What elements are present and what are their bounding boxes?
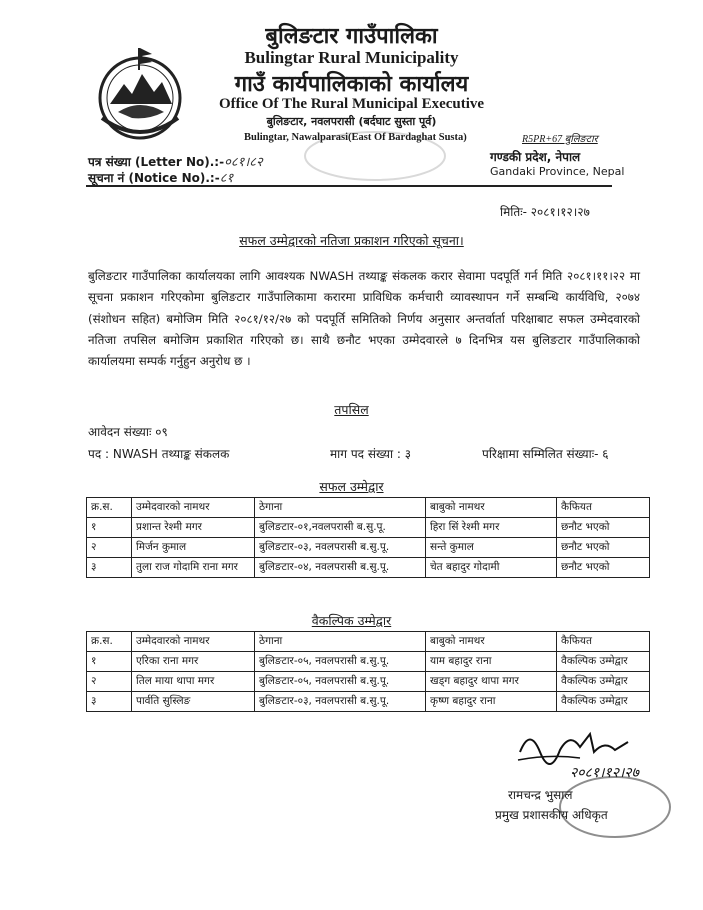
cell-name: तिल माया थापा मगर (132, 672, 255, 692)
cell-sn: २ (87, 538, 132, 558)
plus-code: R5PR+67 बुलिङटार (522, 134, 598, 145)
successful-table (86, 497, 650, 578)
cell-remarks: छनौट भएको (557, 558, 650, 578)
table-row (87, 518, 650, 538)
cell-sn: १ (87, 652, 132, 672)
cell-name: एरिका राना मगर (132, 652, 255, 672)
cell-remarks: वैकल्पिक उम्मेद्वार (557, 672, 650, 692)
cell-father: खड्ग बहादुर थापा मगर (426, 672, 557, 692)
province-np: गण्डकी प्रदेश, नेपाल (490, 150, 581, 164)
cell-address: बुलिङटार-०५, नवलपरासी ब.सु.पू. (255, 652, 426, 672)
table-header-row (87, 632, 650, 652)
cell-sn: ३ (87, 692, 132, 712)
cell-remarks: वैकल्पिक उम्मेद्वार (557, 652, 650, 672)
notice-date: मितिः- २०८१।१२।२७ (500, 205, 590, 219)
cell-name: तुला राज गोदामि राना मगर (132, 558, 255, 578)
cell-sn: २ (87, 672, 132, 692)
letter-number-value: ०८१।८२ (224, 155, 263, 170)
cell-name: मिर्जन कुमाल (132, 538, 255, 558)
cell-remarks: वैकल्पिक उम्मेद्वार (557, 692, 650, 712)
notice-number (88, 168, 233, 186)
cell-remarks: छनौट भएको (557, 518, 650, 538)
alternate-table-title: वैकल्पिक उम्मेद्वार (311, 613, 392, 628)
table-row (87, 672, 650, 692)
table-row (87, 692, 650, 712)
column-header-address: ठेगाना (255, 498, 426, 518)
cell-father: याम बहादुर राना (426, 652, 557, 672)
successful-table-title: सफल उम्मेद्वार (319, 479, 384, 494)
cell-name: प्रशान्त रेश्मी मगर (132, 518, 255, 538)
province-en: Gandaki Province, Nepal (490, 165, 625, 178)
signatory-title: प्रमुख प्रशासकीय अधिकृत (495, 808, 608, 822)
header-divider (86, 185, 612, 187)
application-count: आवेदन संख्याः ०९ (88, 425, 168, 439)
notice-number-value: ८१ (219, 171, 234, 186)
letter-number-label: पत्र संख्या (Letter No).:- (88, 155, 225, 169)
office-name-en: Office Of The Rural Municipal Executive (218, 96, 485, 112)
cell-father: सन्ते कुमाल (426, 538, 557, 558)
table-header-row (87, 498, 650, 518)
notice-body: बुलिङटार गाउँपालिका कार्यालयका लागि आवश्यक NWASH तथ्याङ्क संकलक करार सेवामा पदपूर्ति गर्न मिति २०८१।११।२२ मा सूचना प्रकाशन गरिएकोमा बुलिङटार गाउँपालिकामा करारमा प्राविधिक कर्मचारी व्यावस्थापन गर्ने सम्बन्धि कार्यविधि, २०७४ (संशोधन सहित) बमोजिम मिति २०८१/१२/२७ को पदपूर्ति समितिको निर्णय अनुसार अन्तर्वार्ता परिक्षाबाट सफल उम्मेदवारको नतिजा तपसिल बमोजिम प्रकाशित गरिएको छ। साथै छनौट भएका उम्मेदवारले ७ दिनभित्र यस बुलिङटार गाउँपालिकाको कार्यालयमा सम्पर्क गर्नुहुन अनुरोध छ । (88, 269, 640, 369)
column-header-name: उम्मेदवारको नामथर (132, 632, 255, 652)
notice-subject: सफल उम्मेद्वारको नतिजा प्रकाशन गरिएको सूचना। (239, 233, 464, 248)
cell-sn: १ (87, 518, 132, 538)
column-header-address: ठेगाना (255, 632, 426, 652)
details-title: तपसिल (334, 402, 369, 417)
column-header-remarks: कैफियत (557, 498, 650, 518)
alternate-table (86, 631, 650, 712)
table-row (87, 538, 650, 558)
column-header-sn: क्र.स. (87, 498, 132, 518)
cell-father: चेत बहादुर गोदामी (426, 558, 557, 578)
cell-remarks: छनौट भएको (557, 538, 650, 558)
table-row (87, 652, 650, 672)
exam-participants: परिक्षामा सम्मिलित संख्याः- ६ (482, 447, 609, 461)
faded-stamp-icon (300, 128, 450, 183)
cell-address: बुलिङटार-०१,नवलपरासी ब.सु.पू. (255, 518, 426, 538)
municipality-name-np: बुलिङटार गाउँपालिका (265, 24, 438, 49)
column-header-father: बाबुको नामथर (426, 498, 557, 518)
cell-address: बुलिङटार-०३, नवलपरासी ब.सु.पू. (255, 692, 426, 712)
office-name-np: गाउँ कार्यपालिकाको कार्यालय (234, 72, 469, 97)
post-name: पद : NWASH तथ्याङ्क संकलक (88, 447, 230, 461)
column-header-father: बाबुको नामथर (426, 632, 557, 652)
municipality-name-en: Bulingtar Rural Municipality (244, 48, 459, 67)
cell-address: बुलिङटार-०३, नवलपरासी ब.सु.पू. (255, 538, 426, 558)
notice-number-label: सूचना नं (Notice No).:- (88, 171, 220, 185)
cell-sn: ३ (87, 558, 132, 578)
signature-date: २०८१।१२।२७ (570, 765, 639, 781)
signatory-name: रामचन्द्र भुसाल (508, 788, 573, 802)
cell-address: बुलिङटार-०५, नवलपरासी ब.सु.पू. (255, 672, 426, 692)
address-en: Bulingtar, Nawalparasi(East Of Bardaghat Susta) (244, 132, 467, 143)
address-np: बुलिङटार, नवलपरासी (बर्दघाट सुस्ता पूर्व) (266, 115, 437, 128)
cell-address: बुलिङटार-०४, नवलपरासी ब.सु.पू. (255, 558, 426, 578)
cell-name: पार्वति सुस्लिङ (132, 692, 255, 712)
column-header-remarks: कैफियत (557, 632, 650, 652)
cell-father: कृष्ण बहादुर राना (426, 692, 557, 712)
column-header-sn: क्र.स. (87, 632, 132, 652)
cell-father: हिरा सिं रेश्मी मगर (426, 518, 557, 538)
demand-count: माग पद संख्या : ३ (330, 447, 411, 461)
table-row (87, 558, 650, 578)
column-header-name: उम्मेदवारको नामथर (132, 498, 255, 518)
